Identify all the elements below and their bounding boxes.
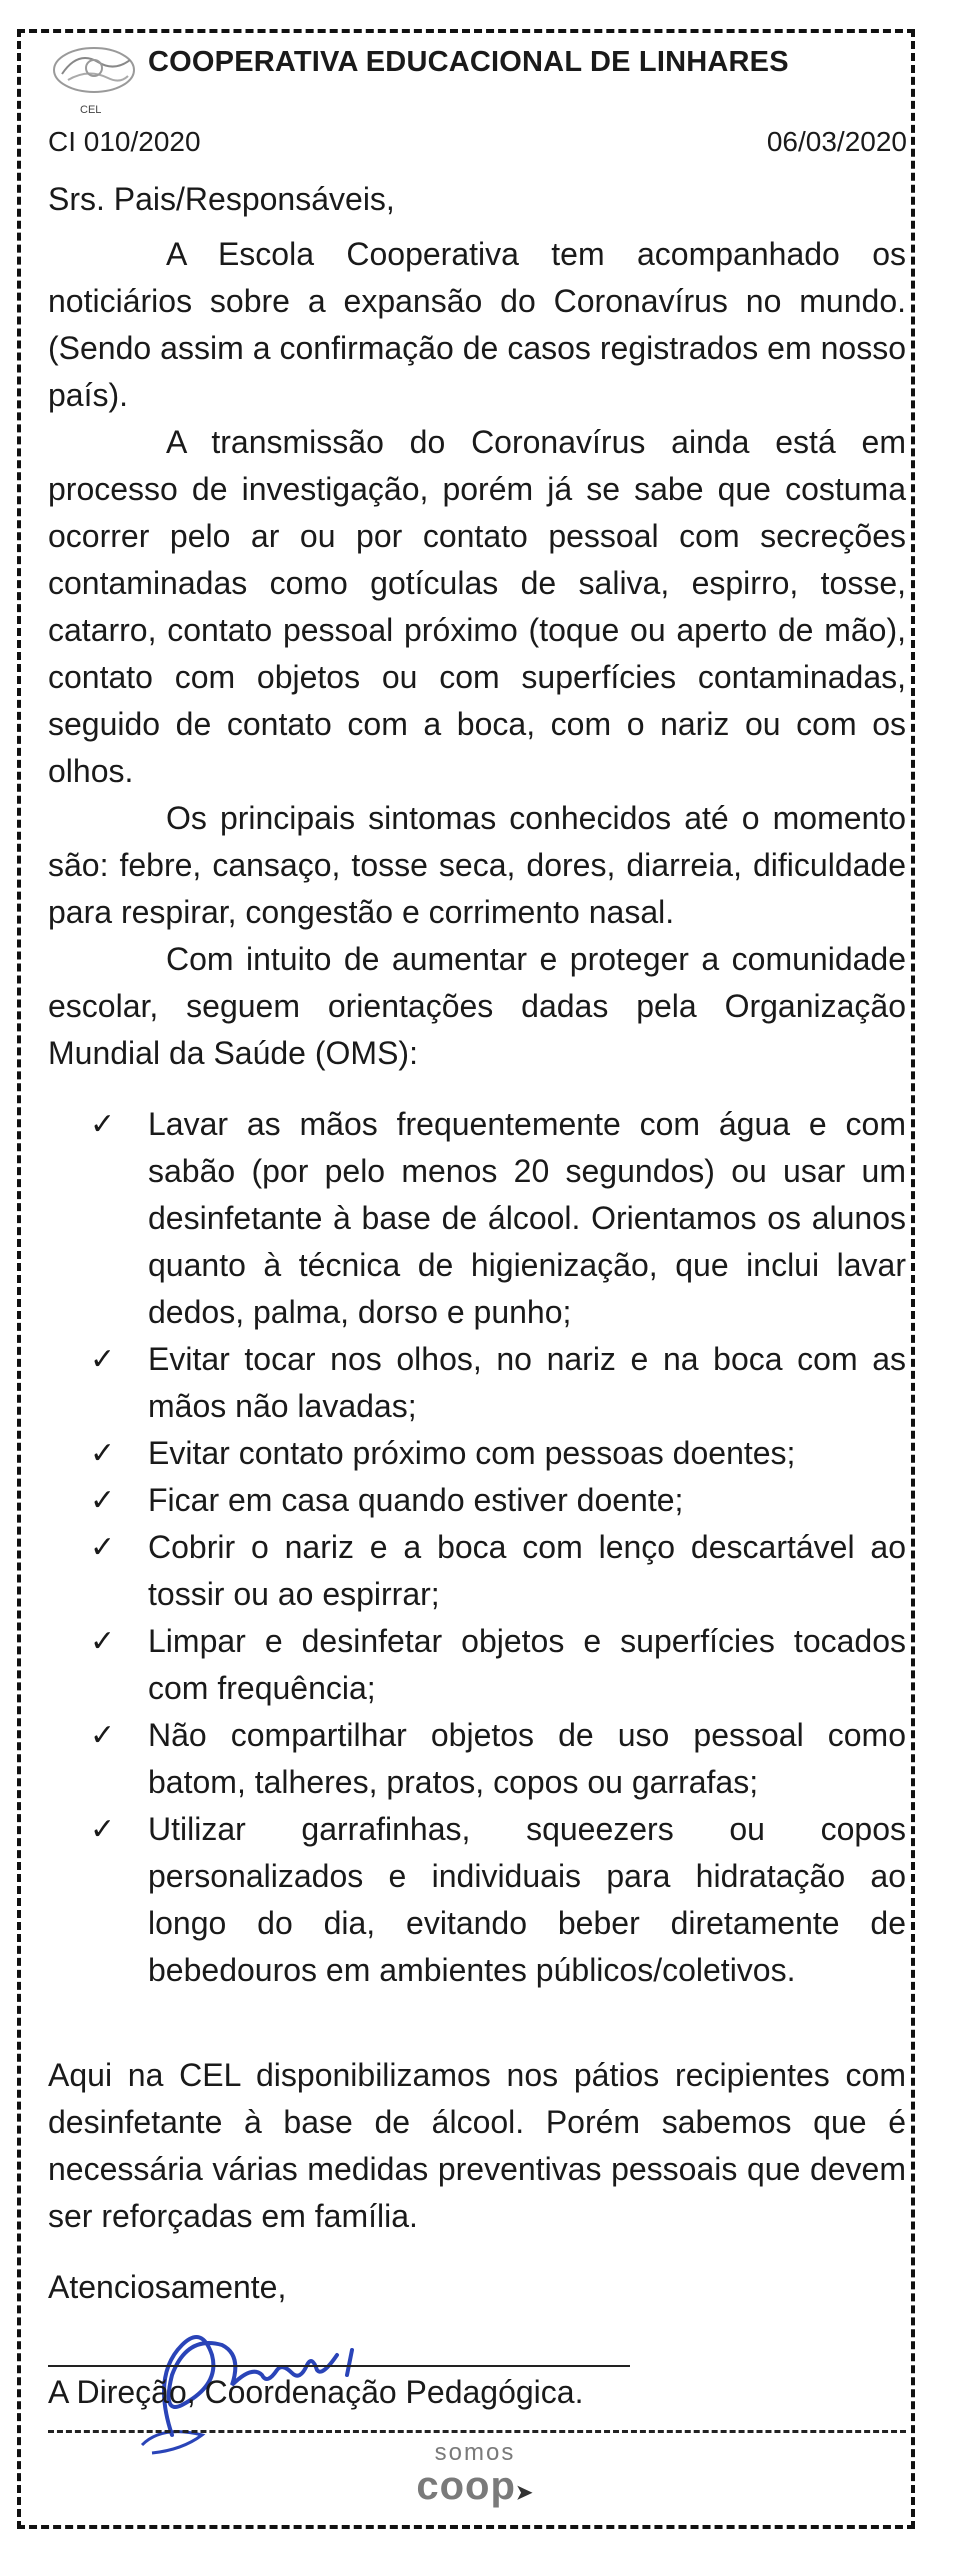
signature-line: [48, 2365, 630, 2367]
school-logo-icon: [48, 40, 140, 112]
checkmark-icon: ✓: [90, 1813, 116, 1846]
guidelines-list: [48, 1101, 906, 1994]
list-item: [48, 1712, 906, 1806]
checkmark-icon: ✓: [90, 1343, 116, 1376]
checkmark-icon: ✓: [90, 1719, 116, 1752]
brand-logo: [410, 2440, 540, 2513]
closing-paragraph: Aqui na CEL disponibilizamos nos pátios recipientes com desinfetante à base de álcool. Porém sabemos que é necessária várias medidas preventivas pessoais que devem ser reforçadas em família.: [48, 2057, 906, 2234]
regards: Atenciosamente,: [48, 2269, 287, 2305]
document-date: 06/03/2020: [766, 126, 907, 157]
signatory: A Direção, Coordenação Pedagógica.: [48, 2374, 584, 2410]
salutation: Srs. Pais/Responsáveis,: [48, 181, 395, 217]
footer-divider: [48, 2430, 906, 2433]
list-item: [48, 1806, 906, 1994]
brand-top-text: somos: [434, 2439, 516, 2466]
list-item: [48, 1618, 906, 1712]
checkmark-icon: ✓: [90, 1531, 116, 1564]
play-arrow-icon: ➤: [515, 2482, 534, 2504]
paragraph: Os principais sintomas conhecidos até o momento são: febre, cansaço, tosse seca, dores, diarreia, dificuldade para respirar, congestão e corrimento nasal.: [48, 800, 906, 930]
list-item-text: Cobrir o nariz e a boca com lenço descartável ao tossir ou ao espirrar;: [148, 1529, 906, 1612]
paragraph: A transmissão do Coronavírus ainda está em processo de investigação, porém já se sabe que costuma ocorrer pelo ar ou por contato pessoal com secreções contaminadas como gotículas de saliva, espirro, tosse, catarro, contato pessoal próximo (toque ou aperto de mão), contato com objetos ou com superfícies contaminadas, seguido de contato com a boca, com o nariz ou com os olhos.: [48, 424, 906, 789]
paragraph: Com intuito de aumentar e proteger a comunidade escolar, seguem orientações dadas pela Organização Mundial da Saúde (OMS):: [48, 941, 906, 1071]
list-item-text: Ficar em casa quando estiver doente;: [148, 1482, 684, 1518]
paragraph: A Escola Cooperativa tem acompanhado os noticiários sobre a expansão do Coronavírus no mundo. (Sendo assim a confirmação de casos registrados em nosso país).: [48, 236, 906, 413]
list-item: [48, 1477, 906, 1524]
brand-wordmark: coop: [416, 2464, 516, 2508]
list-item-text: Não compartilhar objetos de uso pessoal como batom, talheres, pratos, copos ou garrafas;: [148, 1717, 906, 1800]
list-item: [48, 1336, 906, 1430]
list-item-text: Limpar e desinfetar objetos e superfícies tocados com frequência;: [148, 1623, 906, 1706]
checkmark-icon: ✓: [90, 1484, 116, 1517]
letter-body: [48, 176, 906, 2311]
list-item: [48, 1101, 906, 1336]
list-item: [48, 1430, 906, 1477]
list-item-text: Lavar as mãos frequentemente com água e com sabão (por pelo menos 20 segundos) ou usar um desinfetante à base de álcool. Orientamos os alunos quanto à técnica de higienização, que inclui lavar dedos, palma, dorso e punho;: [148, 1106, 906, 1330]
checkmark-icon: ✓: [90, 1108, 116, 1141]
checkmark-icon: ✓: [90, 1625, 116, 1658]
list-item-text: Utilizar garrafinhas, squeezers ou copos personalizados e individuais para hidratação ao longo do dia, evitando beber diretamente de bebedouros em ambientes públicos/coletivos.: [148, 1811, 906, 1988]
logo-caption: CEL: [80, 104, 102, 116]
brand-bottom-text: [410, 2466, 540, 2513]
checkmark-icon: ✓: [90, 1437, 116, 1470]
document-reference: CI 010/2020: [48, 126, 201, 157]
list-item-text: Evitar contato próximo com pessoas doentes;: [148, 1435, 796, 1471]
list-item: [48, 1524, 906, 1618]
list-item-text: Evitar tocar nos olhos, no nariz e na boca com as mãos não lavadas;: [148, 1341, 906, 1424]
page-title: COOPERATIVA EDUCACIONAL DE LINHARES: [148, 46, 789, 78]
